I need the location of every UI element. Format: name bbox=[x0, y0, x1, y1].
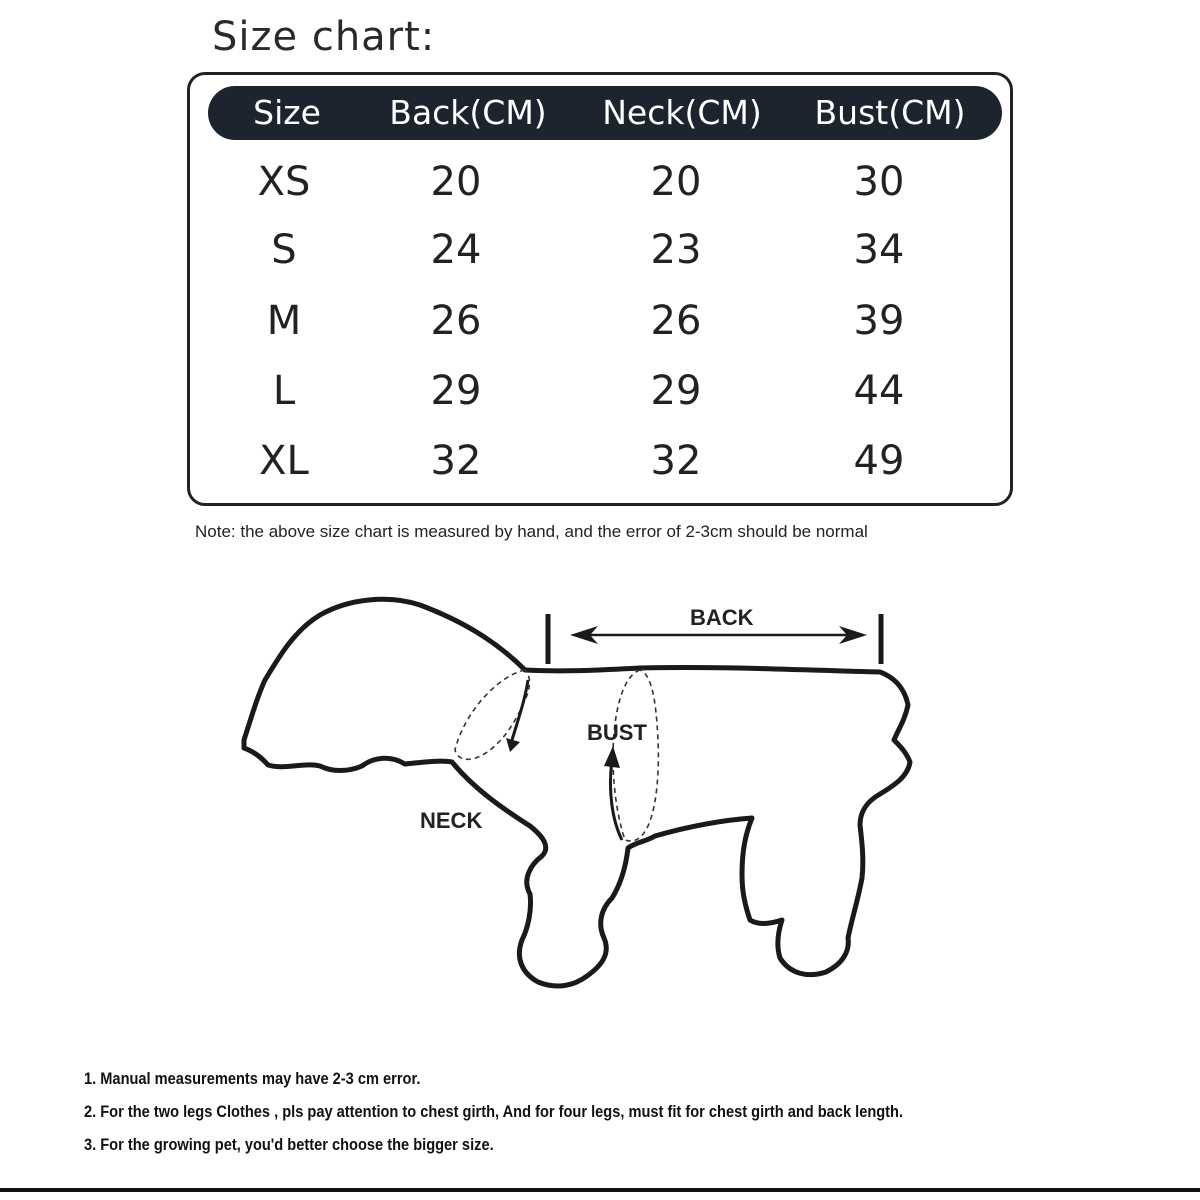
neck-cell: 32 bbox=[650, 438, 702, 484]
header-neck: Neck(CM) bbox=[602, 93, 762, 132]
back-label: BACK bbox=[690, 605, 754, 630]
size-cell: M bbox=[266, 298, 302, 344]
table-row bbox=[0, 359, 1200, 423]
back-cell: 29 bbox=[430, 368, 482, 414]
table-row bbox=[0, 289, 1200, 353]
size-cell: XL bbox=[259, 438, 309, 484]
list-item: 2. For the two legs Clothes , pls pay attention to chest girth, And for four legs, must fit for chest girth and back length. bbox=[84, 1102, 904, 1121]
neck-cell: 20 bbox=[650, 159, 702, 205]
table-header bbox=[208, 86, 1002, 140]
bust-cell: 30 bbox=[853, 159, 905, 205]
neck-label: NECK bbox=[420, 808, 483, 833]
bust-cell: 44 bbox=[853, 368, 905, 414]
list-item: 1. Manual measurements may have 2-3 cm error. bbox=[84, 1069, 421, 1088]
size-cell: L bbox=[272, 368, 296, 414]
header-size: Size bbox=[253, 93, 321, 132]
bottom-divider bbox=[0, 1188, 1200, 1192]
header-bust: Bust(CM) bbox=[814, 93, 966, 132]
back-cell: 24 bbox=[430, 227, 482, 273]
measurement-note: Note: the above size chart is measured by hand, and the error of 2-3cm should be normal bbox=[195, 522, 868, 541]
dog-outline-icon bbox=[244, 599, 910, 986]
neck-cell: 29 bbox=[650, 368, 702, 414]
dog-measurement-diagram bbox=[0, 580, 1200, 1030]
bust-cell: 34 bbox=[853, 227, 905, 273]
bust-measure-line bbox=[613, 670, 658, 841]
table-row bbox=[0, 150, 1200, 214]
header-back: Back(CM) bbox=[389, 93, 547, 132]
back-cell: 26 bbox=[430, 298, 482, 344]
list-item: 3. For the growing pet, you'd better choose the bigger size. bbox=[84, 1135, 494, 1154]
back-cell: 20 bbox=[430, 159, 482, 205]
bust-cell: 49 bbox=[853, 438, 905, 484]
bust-cell: 39 bbox=[853, 298, 905, 344]
size-cell: S bbox=[271, 227, 297, 273]
neck-arrow-icon bbox=[512, 680, 528, 740]
table-row bbox=[0, 218, 1200, 282]
back-cell: 32 bbox=[430, 438, 482, 484]
page-title: Size chart: bbox=[212, 14, 436, 60]
neck-cell: 23 bbox=[650, 227, 702, 273]
size-cell: XS bbox=[257, 159, 311, 205]
bust-label: BUST bbox=[587, 720, 647, 745]
notes-list bbox=[84, 1062, 1036, 1161]
neck-cell: 26 bbox=[650, 298, 702, 344]
table-row bbox=[0, 429, 1200, 493]
